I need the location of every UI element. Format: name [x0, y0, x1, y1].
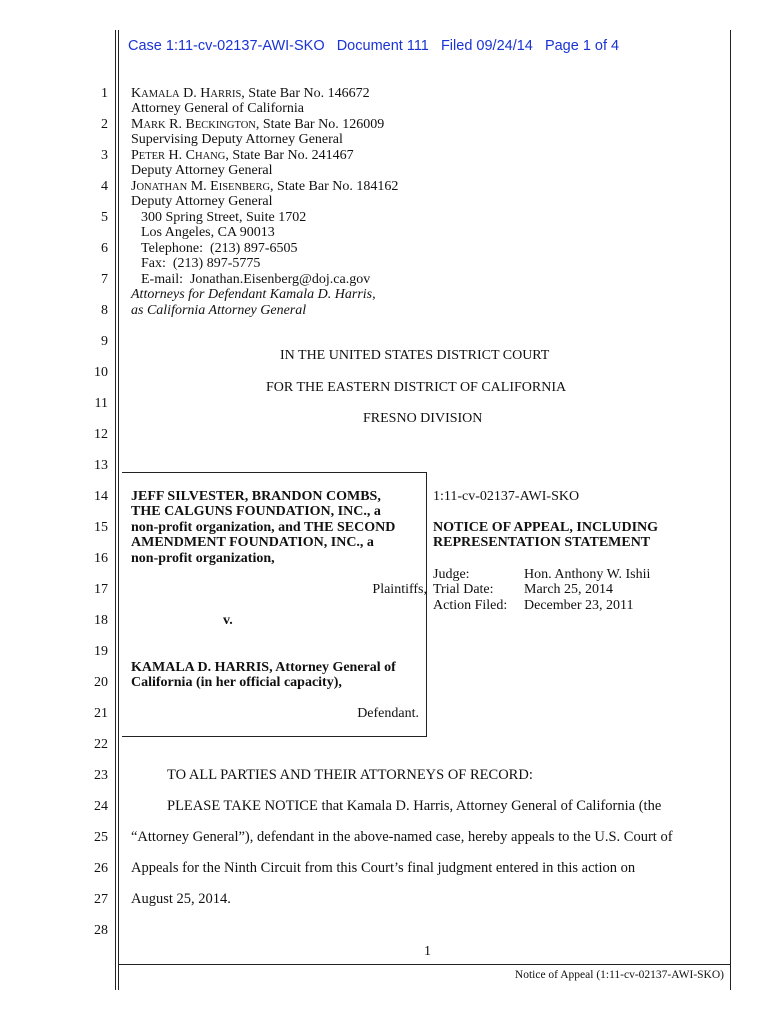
counsel-chang-title: Deputy Attorney General — [131, 163, 273, 178]
line-number: 4 — [101, 179, 108, 194]
counsel-beckington: MARK R. BECKINGTON, State Bar No. 126009 — [131, 117, 385, 132]
line-number: 5 — [101, 210, 108, 225]
line-number: 2 — [101, 117, 108, 132]
caption-box-divider — [426, 472, 427, 737]
court-name: IN THE UNITED STATES DISTRICT COURT — [280, 348, 550, 363]
line-number: 11 — [94, 396, 108, 411]
plaintiffs-line4: AMENDMENT FOUNDATION, INC., a — [131, 535, 374, 550]
plaintiffs-line3: non-profit organization, and THE SECOND — [131, 520, 396, 535]
line-number: 18 — [94, 613, 108, 628]
line-number: 6 — [101, 241, 108, 256]
case-number: 1:11-cv-02137-AWI-SKO — [433, 489, 580, 504]
line-number: 16 — [94, 551, 108, 566]
counsel-address-city: Los Angeles, CA 90013 — [141, 225, 275, 240]
line-number: 8 — [101, 303, 108, 318]
body-line-27: August 25, 2014. — [131, 891, 231, 907]
caption-box-bottom-rule — [122, 736, 427, 737]
line-number: 10 — [94, 365, 108, 380]
right-margin-rule — [730, 30, 731, 990]
counsel-email: E-mail: Jonathan.Eisenberg@doj.ca.gov — [141, 272, 371, 287]
judge-value: Hon. Anthony W. Ishii — [524, 567, 651, 582]
counsel-fax: Fax: (213) 897-5775 — [141, 256, 261, 271]
counsel-chang: PETER H. CHANG, State Bar No. 241467 — [131, 148, 354, 163]
caption-box-top-rule — [122, 472, 427, 473]
page-number: 1 — [424, 944, 431, 959]
trial-date-value: March 25, 2014 — [524, 582, 614, 597]
versus: v. — [223, 613, 233, 628]
defendant-label: Defendant. — [357, 706, 419, 721]
line-number: 9 — [101, 334, 108, 349]
judge-label: Judge: — [433, 567, 470, 582]
counsel-eisenberg: JONATHAN M. EISENBERG, State Bar No. 184162 — [131, 179, 399, 194]
line-number: 14 — [94, 489, 108, 504]
trial-date-label: Trial Date: — [433, 582, 494, 597]
line-number: 22 — [94, 737, 108, 752]
body-line-23: TO ALL PARTIES AND THEIR ATTORNEYS OF RECORD: — [167, 767, 533, 783]
counsel-eisenberg-title: Deputy Attorney General — [131, 194, 273, 209]
court-district: FOR THE EASTERN DISTRICT OF CALIFORNIA — [266, 380, 567, 395]
line-number: 12 — [94, 427, 108, 442]
line-number: 23 — [94, 768, 108, 783]
footer-rule — [119, 964, 731, 965]
counsel-attorneys-for-line2: as California Attorney General — [131, 303, 307, 318]
line-number: 28 — [94, 923, 108, 938]
line-number: 25 — [94, 830, 108, 845]
left-margin-rule-inner — [118, 30, 119, 990]
plaintiffs-line2: THE CALGUNS FOUNDATION, INC., a — [131, 504, 381, 519]
ecf-header-stamp: Case 1:11-cv-02137-AWI-SKO Document 111 Filed 09/24/14 Page 1 of 4 — [128, 38, 620, 54]
counsel-address-street: 300 Spring Street, Suite 1702 — [141, 210, 307, 225]
line-number: 21 — [94, 706, 108, 721]
line-number: 20 — [94, 675, 108, 690]
line-number: 17 — [94, 582, 108, 597]
counsel-harris-title: Attorney General of California — [131, 101, 304, 116]
line-number: 13 — [94, 458, 108, 473]
counsel-telephone: Telephone: (213) 897-6505 — [141, 241, 298, 256]
document-title-line1: NOTICE OF APPEAL, INCLUDING — [433, 520, 659, 535]
counsel-attorneys-for-line1: Attorneys for Defendant Kamala D. Harris, — [131, 287, 376, 302]
action-filed-value: December 23, 2011 — [524, 598, 634, 613]
line-number: 1 — [101, 86, 108, 101]
counsel-beckington-title: Supervising Deputy Attorney General — [131, 132, 343, 147]
plaintiffs-line1: JEFF SILVESTER, BRANDON COMBS, — [131, 489, 381, 504]
line-number: 26 — [94, 861, 108, 876]
body-line-24: PLEASE TAKE NOTICE that Kamala D. Harris, Attorney General of California (the — [167, 798, 662, 814]
line-number: 27 — [94, 892, 108, 907]
action-filed-label: Action Filed: — [433, 598, 508, 613]
defendant-line1: KAMALA D. HARRIS, Attorney General of — [131, 660, 396, 675]
court-division: FRESNO DIVISION — [363, 411, 483, 426]
body-line-26: Appeals for the Ninth Circuit from this Court’s final judgment entered in this action on — [131, 860, 636, 876]
counsel-harris: KAMALA D. HARRIS, State Bar No. 146672 — [131, 86, 370, 101]
footer-doc-reference: Notice of Appeal (1:11-cv-02137-AWI-SKO) — [514, 969, 724, 981]
line-number: 7 — [101, 272, 108, 287]
plaintiffs-label: Plaintiffs, — [372, 582, 427, 597]
line-number: 15 — [94, 520, 108, 535]
document-title-line2: REPRESENTATION STATEMENT — [433, 535, 651, 550]
body-line-25: “Attorney General”), defendant in the above-named case, hereby appeals to the U.S. Court of — [131, 829, 673, 845]
line-number: 19 — [94, 644, 108, 659]
line-number: 3 — [101, 148, 108, 163]
defendant-line2: California (in her official capacity), — [131, 675, 342, 690]
plaintiffs-line5: non-profit organization, — [131, 551, 275, 566]
left-margin-rule-outer — [115, 30, 116, 990]
line-number: 24 — [94, 799, 108, 814]
